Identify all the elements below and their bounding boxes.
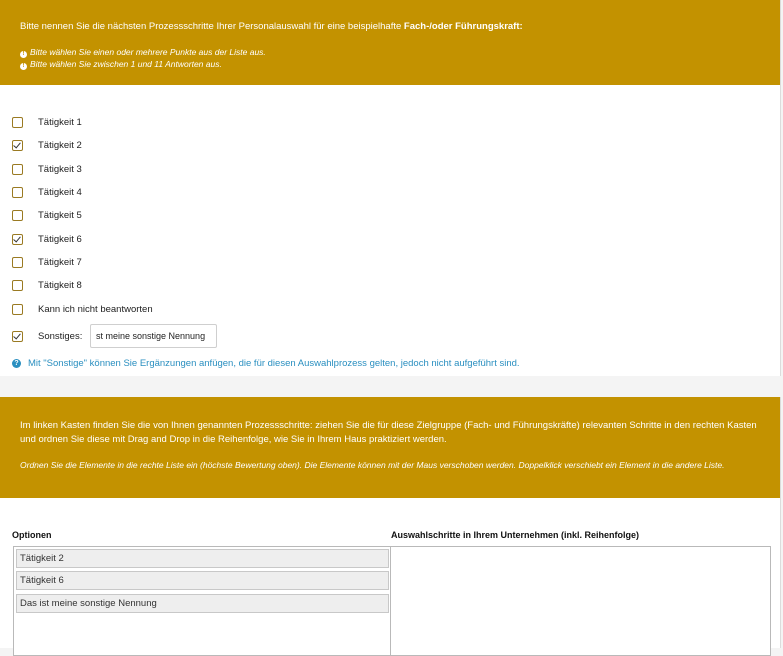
question-icon: ? bbox=[12, 359, 21, 368]
question-1-header bbox=[0, 0, 780, 85]
checkbox-label: Tätigkeit 6 bbox=[38, 233, 82, 245]
checkbox-option[interactable] bbox=[12, 114, 82, 130]
checkbox-option[interactable] bbox=[12, 184, 82, 200]
checkbox-label: Tätigkeit 7 bbox=[38, 256, 82, 268]
checkbox-option[interactable] bbox=[12, 254, 82, 270]
checkbox-checked[interactable] bbox=[12, 331, 23, 342]
checkbox-label: Tätigkeit 8 bbox=[38, 279, 82, 291]
checkbox-label: Tätigkeit 3 bbox=[38, 163, 82, 175]
selected-column-label: Auswahlschritte in Ihrem Unternehmen (inkl. Reihenfolge) bbox=[391, 530, 640, 540]
other-text-input[interactable]: st meine sonstige Nennung bbox=[90, 324, 217, 348]
draggable-option-item[interactable]: Tätigkeit 2 bbox=[16, 549, 389, 568]
question-1-hints bbox=[20, 46, 760, 70]
checkbox-option[interactable] bbox=[12, 161, 82, 177]
checkbox-label: Tätigkeit 1 bbox=[38, 116, 82, 128]
info-icon: ! bbox=[20, 63, 27, 70]
draggable-option-item[interactable]: Tätigkeit 6 bbox=[16, 571, 389, 590]
checkbox-label: Kann ich nicht beantworten bbox=[38, 303, 153, 315]
hint-row: ! Bitte wählen Sie zwischen 1 und 11 Antworten aus. bbox=[20, 58, 760, 70]
draggable-option-item[interactable]: Das ist meine sonstige Nennung bbox=[16, 594, 389, 613]
question-2-hint: Ordnen Sie die Elemente in die rechte Liste ein (höchste Bewertung oben). Die Elemente können mit der Maus verschoben werden. Doppelklick verschiebt ein Element in die andere Liste. bbox=[20, 460, 725, 470]
checkbox-unchecked[interactable] bbox=[12, 164, 23, 175]
checkbox-label: Sonstiges: bbox=[38, 330, 83, 342]
options-column-label: Optionen bbox=[12, 530, 52, 540]
hint-row: ! Bitte wählen Sie einen oder mehrere Punkte aus der Liste aus. bbox=[20, 46, 760, 58]
checkbox-unchecked[interactable] bbox=[12, 187, 23, 198]
checkbox-unchecked[interactable] bbox=[12, 304, 23, 315]
question-2-header bbox=[0, 397, 780, 498]
question-2-title: Im linken Kasten finden Sie die von Ihnen genannten Prozessschritte: ziehen Sie die für diese Zielgruppe (Fach- und Führungskräfte) relevanten Schritte in den rechten Kasten und ordnen Sie diese mit Drag and Drop in die Reihenfolge, wie Sie in Ihrem Haus praktiziert werden. bbox=[20, 420, 757, 445]
checkbox-option[interactable] bbox=[12, 328, 82, 344]
info-icon: ! bbox=[20, 51, 27, 58]
checkbox-unchecked[interactable] bbox=[12, 210, 23, 221]
checkbox-unchecked[interactable] bbox=[12, 280, 23, 291]
checkbox-checked[interactable] bbox=[12, 234, 23, 245]
checkbox-label: Tätigkeit 4 bbox=[38, 186, 82, 198]
checkbox-option[interactable] bbox=[12, 277, 82, 293]
question-2-panel bbox=[0, 397, 781, 648]
ranking-list-box[interactable] bbox=[390, 546, 771, 656]
checkbox-label: Tätigkeit 2 bbox=[38, 139, 82, 151]
checkbox-option[interactable] bbox=[12, 301, 153, 317]
checkbox-unchecked[interactable] bbox=[12, 257, 23, 268]
checkbox-label: Tätigkeit 5 bbox=[38, 209, 82, 221]
question-1-title: Bitte nennen Sie die nächsten Prozessschritte Ihrer Personalauswahl für eine beispielhafte Fach-/oder Führungskraft: bbox=[20, 21, 523, 32]
options-list-box[interactable] bbox=[13, 546, 391, 656]
checkbox-option[interactable] bbox=[12, 207, 82, 223]
checkbox-checked[interactable] bbox=[12, 140, 23, 151]
checkbox-option[interactable] bbox=[12, 231, 82, 247]
other-info-note: ? Mit "Sonstige" können Sie Ergänzungen anfügen, die für diesen Auswahlprozess gelten, jedoch nicht aufgeführt sind. bbox=[12, 358, 520, 369]
checkbox-unchecked[interactable] bbox=[12, 117, 23, 128]
checkbox-option[interactable] bbox=[12, 137, 82, 153]
